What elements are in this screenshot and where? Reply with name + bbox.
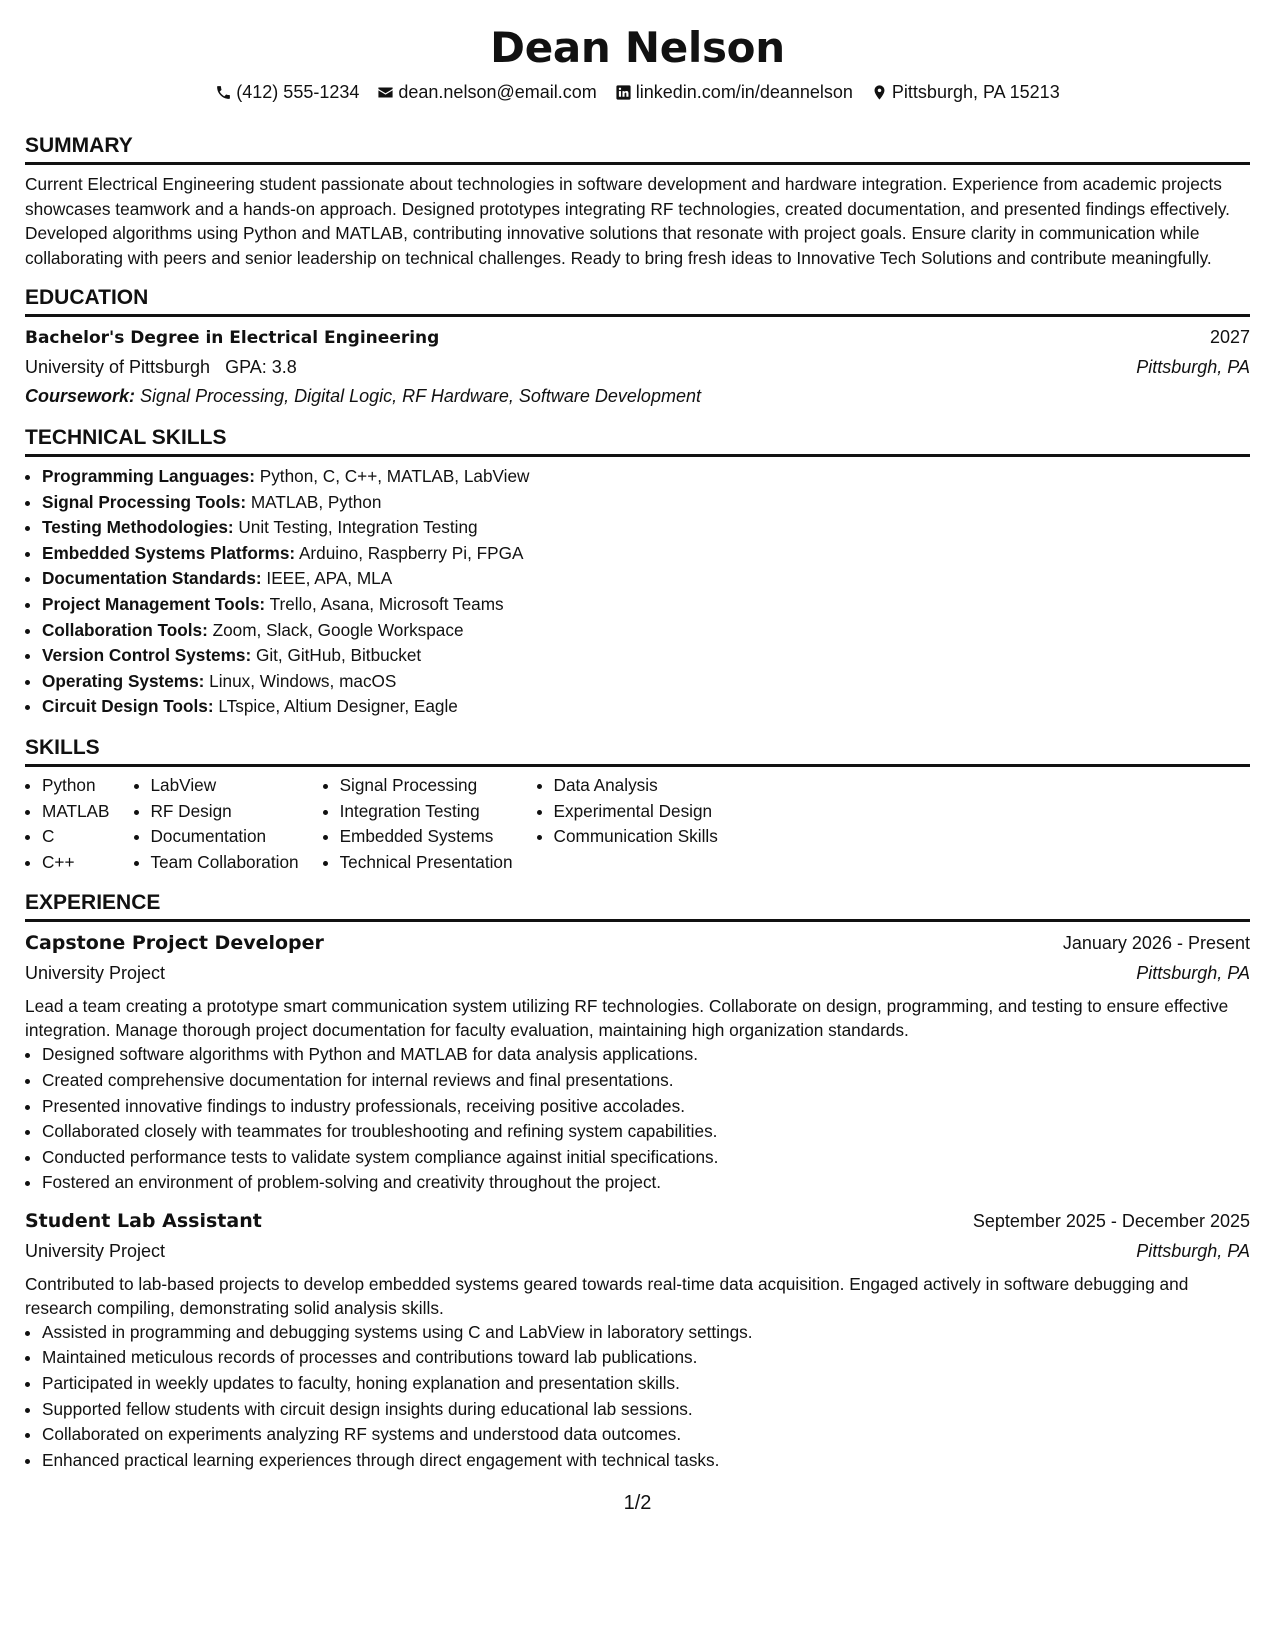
list-item [42, 592, 1250, 618]
section-title-experience: EXPERIENCE [25, 889, 1250, 922]
job-bullets [25, 1042, 1250, 1196]
list-item [42, 541, 1250, 567]
skills-column [323, 773, 513, 875]
summary-text: Current Electrical Engineering student passionate about technologies in software development and hardware integration. Experience from academic projects showcases teamwork and a hands-on approach. Designed prototypes integrating RF technologies, created documentation, and presented findings effectively. Developed algorithms using Python and MATLAB, contributing innovative solutions that resonate with project goals. Ensure clarity in communication while collaborating with peers and senior leadership on technical challenges. Ready to bring fresh ideas to Innovative Tech Solutions and contribute meaningfully. [25, 174, 1230, 268]
skill-values: Arduino, Raspberry Pi, FPGA [298, 542, 524, 563]
skill-values: MATLAB, Python [250, 491, 382, 512]
school-location: Pittsburgh, PA [1136, 357, 1250, 377]
location-text: Pittsburgh, PA 15213 [891, 82, 1060, 102]
list-item: • Python [42, 773, 110, 799]
skill-values: Zoom, Slack, Google Workspace [212, 619, 464, 640]
skills-grid [25, 773, 1250, 875]
envelope-icon [377, 84, 394, 101]
list-item [42, 669, 1250, 695]
list-item: • Collaborated on experiments analyzing RF systems and understood data outcomes. [42, 1422, 1250, 1448]
skill-values: Linux, Windows, macOS [209, 670, 397, 691]
summary-section [25, 132, 1250, 270]
list-item [42, 515, 1250, 541]
job-header-row [25, 1206, 1250, 1236]
section-title-summary: SUMMARY [25, 132, 1250, 165]
education-header-row [25, 323, 1250, 352]
list-item: • Supported fellow students with circuit design insights during educational lab sessions. [42, 1397, 1250, 1423]
skill-values: Unit Testing, Integration Testing [238, 517, 478, 538]
job-entry [25, 928, 1250, 1196]
job-dates: January 2026 - Present [1062, 933, 1250, 954]
contact-phone [215, 80, 359, 104]
list-item: • Documentation [151, 824, 299, 850]
job-title: Student Lab Assistant [25, 1209, 262, 1232]
list-item: • MATLAB [42, 799, 110, 825]
experience-section [25, 889, 1250, 1473]
skills-section [25, 734, 1250, 875]
linkedin-link[interactable]: linkedin.com/in/deannelson [635, 82, 853, 102]
phone-text: (412) 555-1234 [236, 82, 360, 102]
skills-column [134, 773, 299, 875]
contact-linkedin[interactable] [615, 80, 853, 104]
list-item: • Presented innovative findings to industry professionals, receiving positive accolades. [42, 1094, 1250, 1120]
skill-category: Signal Processing Tools: [42, 491, 247, 512]
degree-title: Bachelor's Degree in Electrical Engineering [25, 328, 440, 348]
job-org: University Project [25, 963, 166, 984]
skill-values: LTspice, Altium Designer, Eagle [218, 696, 458, 717]
list-item: • Technical Presentation [340, 850, 513, 876]
coursework-list: Signal Processing, Digital Logic, RF Hardware, Software Development [140, 386, 701, 406]
job-org-row [25, 958, 1250, 988]
skills-column [25, 773, 110, 875]
skill-category: Programming Languages: [42, 466, 255, 486]
job-title: Capstone Project Developer [25, 932, 324, 955]
email-link[interactable]: dean.nelson@email.com [398, 82, 597, 102]
contact-location [871, 80, 1060, 104]
skills-column [537, 773, 718, 875]
list-item: • C++ [42, 850, 110, 876]
skill-category: Operating Systems: [42, 670, 205, 691]
phone-icon [215, 84, 232, 101]
school-name: University of Pittsburgh [25, 357, 211, 377]
map-pin-icon [871, 84, 888, 101]
job-org-row [25, 1236, 1250, 1266]
graduation-year: 2027 [1209, 327, 1250, 347]
skill-category: Documentation Standards: [42, 568, 262, 589]
education-school-row [25, 352, 1250, 382]
skill-category: Project Management Tools: [42, 593, 266, 614]
candidate-name: Dean Nelson [490, 23, 785, 72]
list-item: • Fostered an environment of problem-solving and creativity throughout the project. [42, 1170, 1250, 1196]
coursework-line [25, 382, 1250, 410]
list-item: • Designed software algorithms with Python and MATLAB for data analysis applications. [42, 1042, 1250, 1068]
list-item: • Assisted in programming and debugging systems using C and LabView in laboratory settings. [42, 1320, 1250, 1346]
job-entry [25, 1206, 1250, 1474]
list-item: • Experimental Design [554, 799, 718, 825]
skill-category: Version Control Systems: [42, 645, 252, 666]
list-item [42, 490, 1250, 516]
list-item [42, 566, 1250, 592]
list-item [42, 694, 1250, 720]
technical-skills-section [25, 424, 1250, 720]
list-item [42, 464, 1250, 490]
section-title-technical-skills: TECHNICAL SKILLS [25, 424, 1250, 457]
skill-category: Circuit Design Tools: [42, 696, 214, 717]
list-item: • Data Analysis [554, 773, 718, 799]
list-item: • Conducted performance tests to validate system compliance against initial specifications. [42, 1145, 1250, 1171]
job-bullets [25, 1320, 1250, 1474]
skill-category: Embedded Systems Platforms: [42, 542, 296, 563]
skill-values: Trello, Asana, Microsoft Teams [269, 593, 504, 614]
list-item: • Integration Testing [340, 799, 513, 825]
list-item [42, 643, 1250, 669]
section-title-education: EDUCATION [25, 284, 1250, 317]
job-description: Lead a team creating a prototype smart communication system utilizing RF technologies. Collaborate on design, programming, and testing to ensure effective integration. Manage thorough project documentation for faculty evaluation, maintaining high organization standards. [25, 996, 1229, 1041]
section-title-skills: SKILLS [25, 734, 1250, 767]
education-section [25, 284, 1250, 410]
job-location: Pittsburgh, PA [1136, 963, 1250, 984]
linkedin-icon [615, 84, 632, 101]
list-item: • Maintained meticulous records of processes and contributions toward lab publications. [42, 1345, 1250, 1371]
job-header-row [25, 928, 1250, 958]
skill-values: Git, GitHub, Bitbucket [255, 645, 422, 666]
skill-values: Python, C, C++, MATLAB, LabView [259, 466, 530, 486]
job-dates: September 2025 - December 2025 [972, 1210, 1250, 1231]
list-item: • RF Design [151, 799, 299, 825]
technical-skills-list [25, 464, 1250, 720]
page-number: 1/2 [623, 1492, 652, 1514]
list-item: • Collaborated closely with teammates for troubleshooting and refining system capabilities. [42, 1119, 1250, 1145]
job-org: University Project [25, 1240, 166, 1261]
list-item: • Participated in weekly updates to faculty, honing explanation and presentation skills. [42, 1371, 1250, 1397]
list-item [42, 618, 1250, 644]
list-item: • Signal Processing [340, 773, 513, 799]
school-line [25, 352, 297, 382]
coursework-label: Coursework: [25, 386, 136, 406]
contact-email[interactable] [377, 80, 596, 104]
gpa: GPA: 3.8 [225, 357, 297, 377]
job-location: Pittsburgh, PA [1136, 1240, 1250, 1261]
list-item: • C [42, 824, 110, 850]
list-item: • Created comprehensive documentation for internal reviews and final presentations. [42, 1068, 1250, 1094]
skill-category: Testing Methodologies: [42, 517, 234, 538]
contact-bar [25, 80, 1250, 104]
list-item: • Communication Skills [554, 824, 718, 850]
list-item: • Embedded Systems [340, 824, 513, 850]
list-item: • Enhanced practical learning experiences through direct engagement with technical tasks. [42, 1448, 1250, 1474]
list-item: • LabView [151, 773, 299, 799]
skill-category: Collaboration Tools: [42, 619, 208, 640]
skill-values: IEEE, APA, MLA [266, 568, 393, 589]
job-description: Contributed to lab-based projects to develop embedded systems geared towards real-time data acquisition. Engaged actively in software debugging and research compiling, demonstrating solid analysis skills. [25, 1273, 1189, 1318]
list-item: • Team Collaboration [151, 850, 299, 876]
